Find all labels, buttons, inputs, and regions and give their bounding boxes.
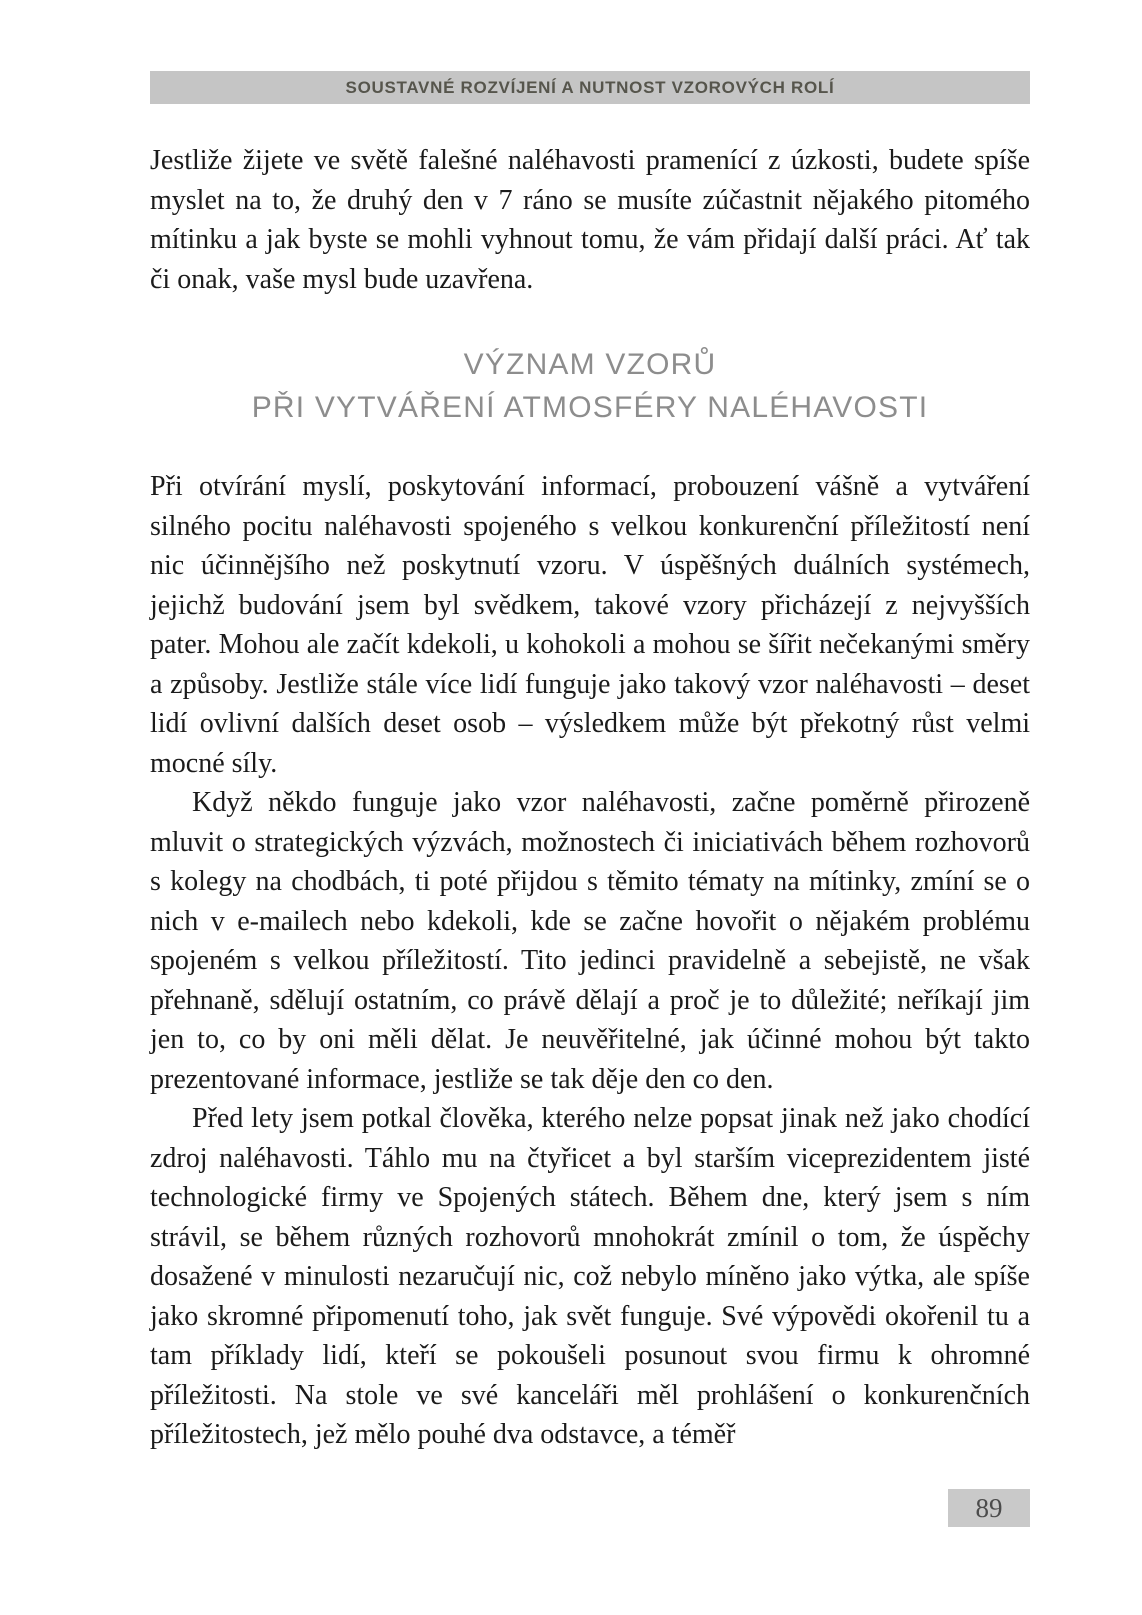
running-header-bar: [150, 71, 1030, 104]
paragraph-model-behavior: Když někdo funguje jako vzor naléhavosti, začne poměrně přirozeně mluvit o strategických výzvách, možnostech či iniciativách během rozhovorů s kolegy na chodbách, ti poté přijdou s těmito tématy na mítinky, zmíní se o nich v e-mailech nebo kdekoli, kde se začne hovořit o nějakém problému spojeném s velkou příležitostí. Tito jedinci pravidelně a sebejistě, ne však přehnaně, sdělují ostatním, co právě dělají a proč je to důležité; neříkají jim jen to, co by oni měli dělat. Je neuvěřitelné, jak účinné mohou být takto prezentované informace, jestliže se tak děje den co den.: [150, 787, 1030, 1095]
page-body: [150, 141, 1030, 1455]
section-heading: [150, 343, 1030, 429]
paragraph-models-importance: Při otvírání myslí, poskytování informací, probouzení vášně a vytváření silného pocitu naléhavosti spojeného s velkou konkurenční příležitostí není nic účinnějšího než poskytnutí vzoru. V úspěšných duálních systémech, jejichž budování jsem byl svědkem, takové vzory přicházejí z nejvyšších pater. Mohou ale začít kdekoli, u kohokoli a mohou se šířit nečekanými směry a způsoby. Jestliže stále více lidí funguje jako takový vzor naléhavosti – deset lidí ovlivní dalších deset osob – výsledkem může být překotný růst velmi mocné síly.: [150, 471, 1030, 779]
section-heading-line1: VÝZNAM VZORŮ: [463, 348, 717, 381]
paragraph-intro: Jestliže žijete ve světě falešné naléhavosti pramenící z úzkosti, budete spíše myslet na to, že druhý den v 7 ráno se musíte zúčastnit nějakého pitomého mítinku a jak byste se mohli vyhnout tomu, že vám přidají další práci. Ať tak či onak, vaše mysl bude uzavřena.: [150, 145, 1030, 295]
running-header-text: SOUSTAVNÉ ROZVÍJENÍ A NUTNOST VZOROVÝCH ROLÍ: [345, 77, 835, 97]
page-number-badge: [948, 1489, 1030, 1527]
paragraph-vice-president-anecdote: Před lety jsem potkal člověka, kterého nelze popsat jinak než jako chodící zdroj naléhavosti. Táhlo mu na čtyřicet a byl starším viceprezidentem jisté technologické firmy ve Spojených státech. Během dne, který jsem s ním strávil, se během různých rozhovorů mnohokrát zmínil o tom, že úspěchy dosažené v minulosti nezaručují nic, což nebylo míněno jako výtka, ale spíše jako skromné připomenutí toho, jak svět funguje. Své výpovědi okořenil tu a tam příklady lidí, kteří se pokoušeli posunout svou firmu k ohromné příležitosti. Na stole ve své kanceláři měl prohlášení o konkurenčních příležitostech, jež mělo pouhé dva odstavce, a téměř: [150, 1103, 1030, 1450]
section-heading-line2: PŘI VYTVÁŘENÍ ATMOSFÉRY NALÉHAVOSTI: [251, 391, 929, 424]
page-number-text: 89: [975, 1492, 1003, 1523]
